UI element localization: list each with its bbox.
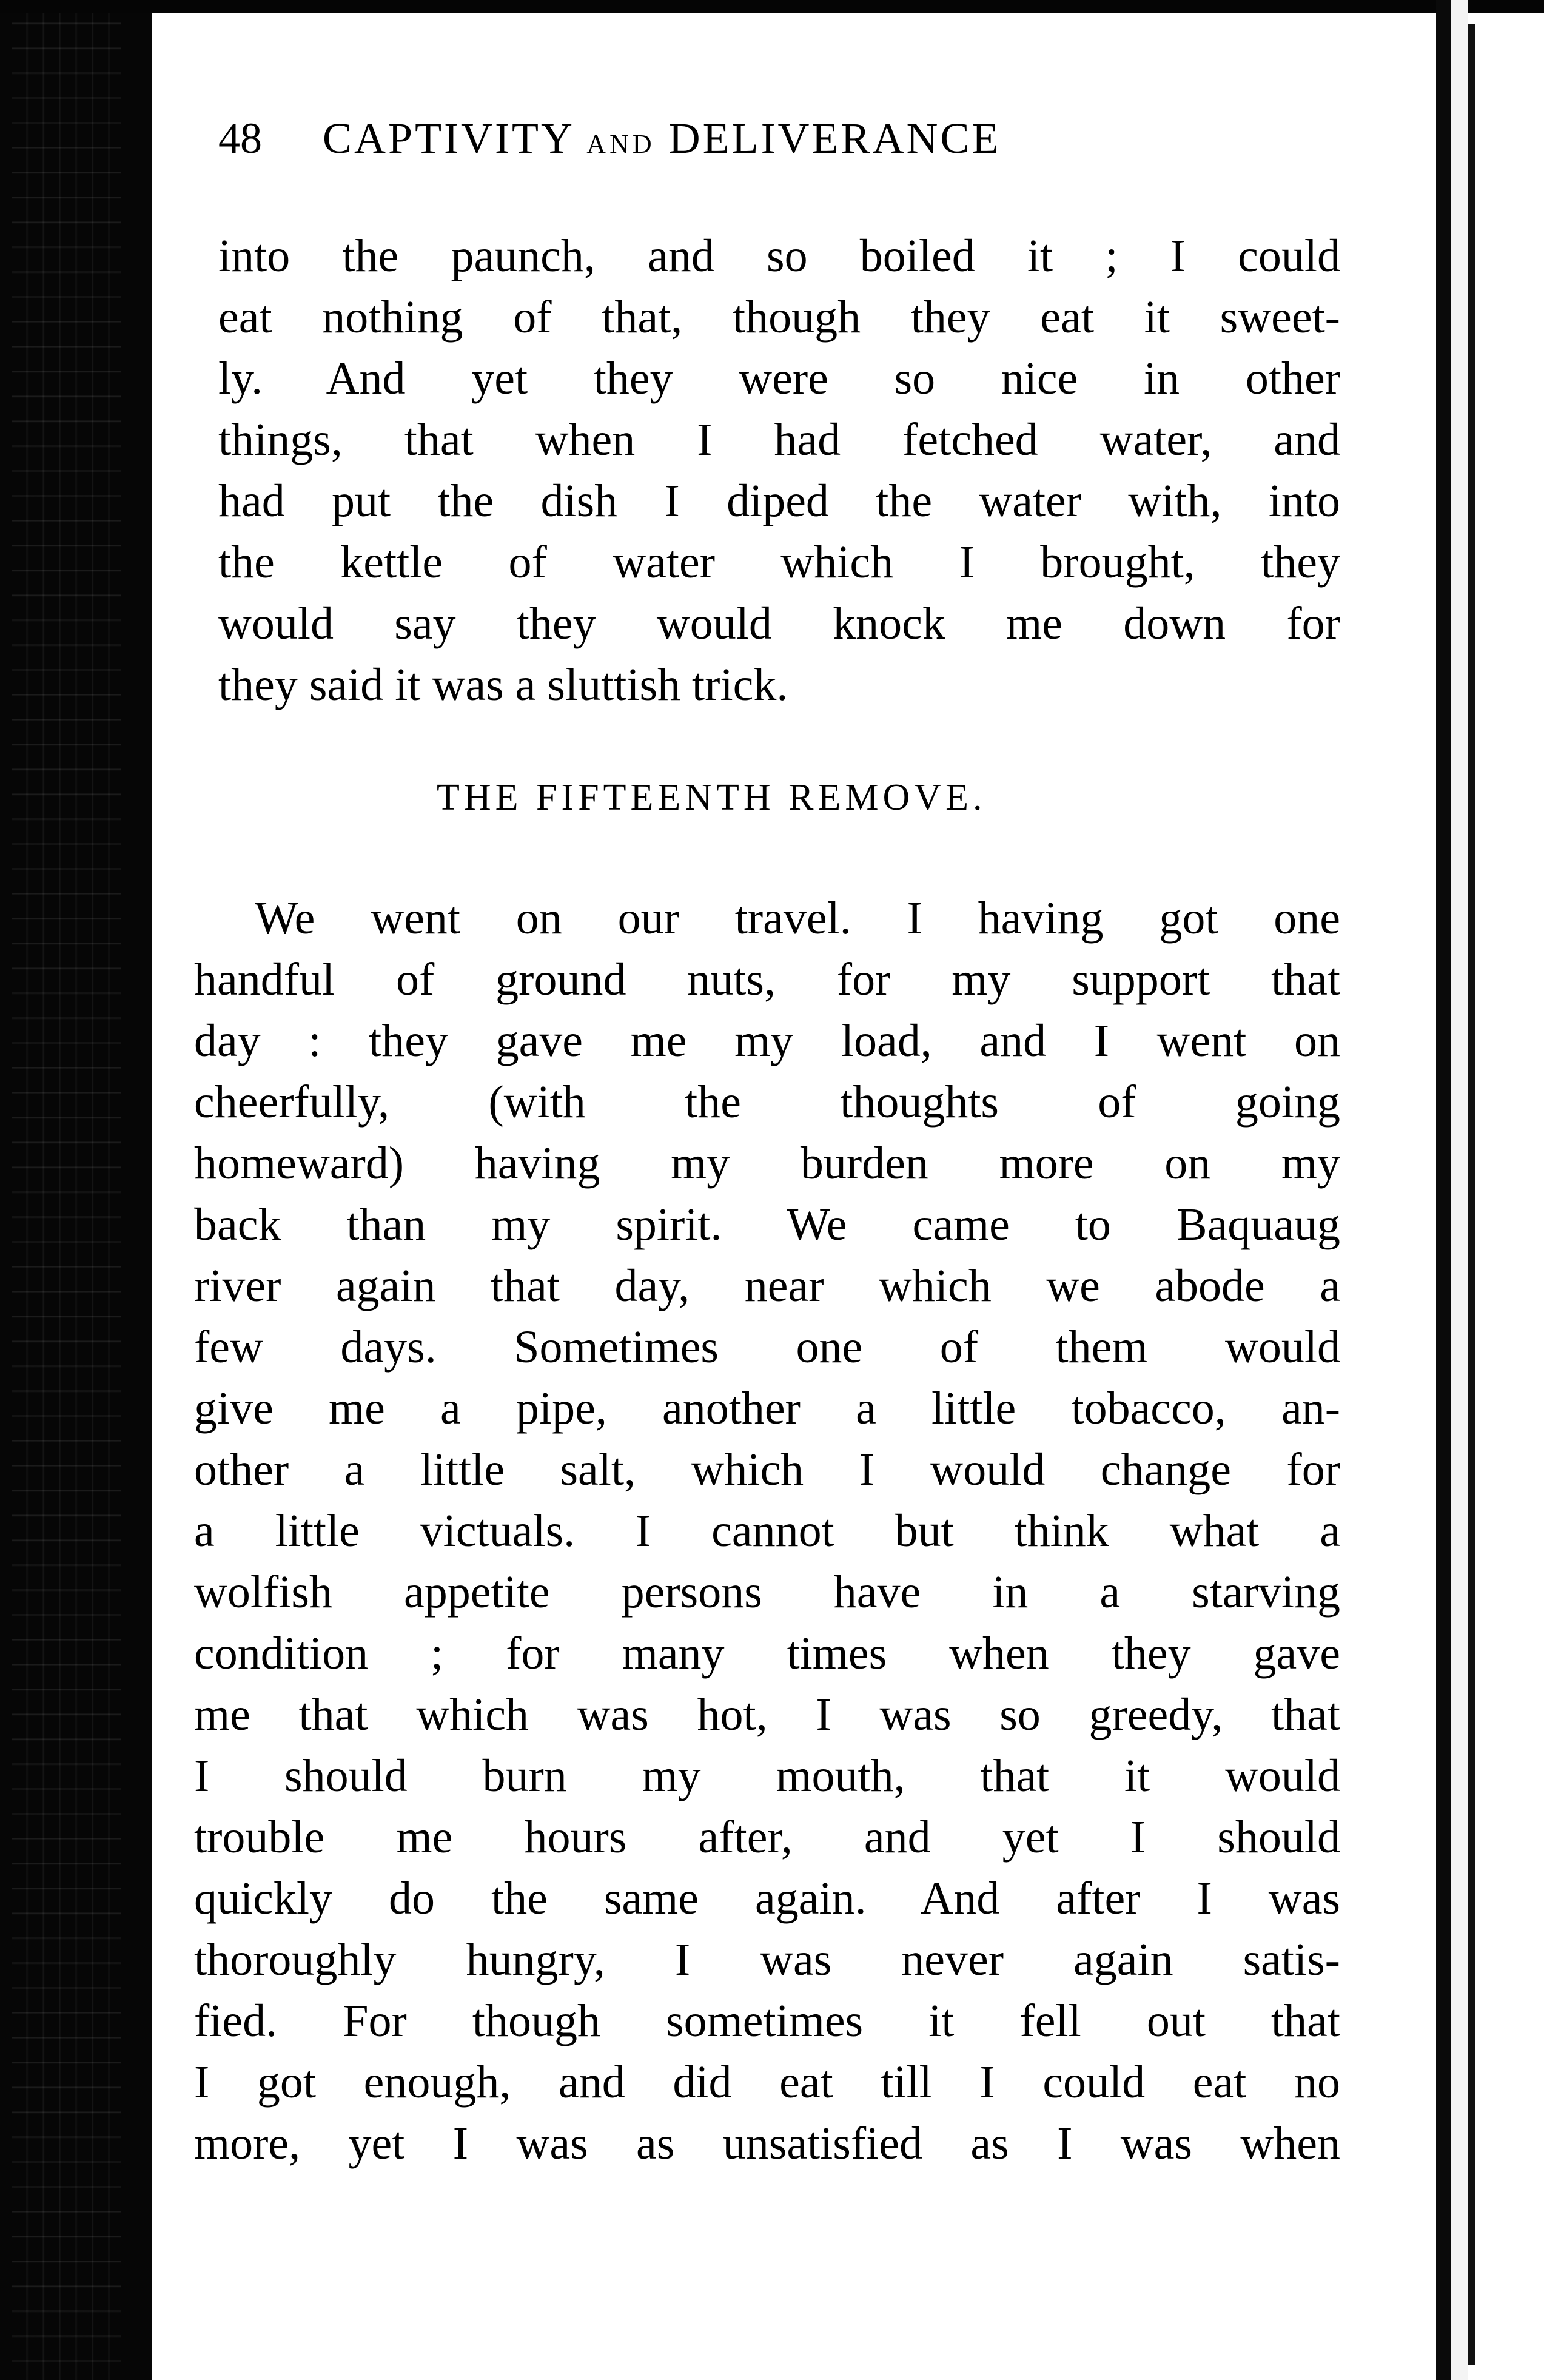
- text-line: trouble me hours after, and yet I should: [194, 1812, 1340, 1863]
- text-line: few days. Sometimes one of them would: [194, 1322, 1340, 1373]
- text-line: wolfish appetite persons have in a starving: [194, 1567, 1340, 1618]
- paragraph-continued: [218, 226, 1340, 716]
- text-line: other a little salt, which I would change for: [194, 1444, 1340, 1495]
- text-line: eat nothing of that, though they eat it sweet-: [218, 292, 1340, 343]
- text-line: me that which was hot, I was so greedy, that: [194, 1689, 1340, 1740]
- top-scan-edge: [0, 0, 1544, 13]
- text-line: condition ; for many times when they gave: [194, 1628, 1340, 1679]
- section-heading: THE FIFTEENTH REMOVE.: [437, 777, 987, 818]
- text-line: cheerfully, (with the thoughts of going: [194, 1077, 1340, 1128]
- page-right-edge: [1436, 0, 1451, 2380]
- text-line: quickly do the same again. And after I was: [194, 1873, 1340, 1924]
- text-line: a little victuals. I cannot but think what a: [194, 1505, 1340, 1556]
- page-paper: [152, 13, 1436, 2380]
- text-line: I got enough, and did eat till I could eat no: [194, 2057, 1340, 2108]
- text-line: would say they would knock me down for: [218, 598, 1340, 649]
- text-line: I should burn my mouth, that it would: [194, 1750, 1340, 1801]
- book-binding-gutter: [0, 0, 152, 2380]
- running-head-title-2: AND: [586, 129, 656, 159]
- text-line: things, that when I had fetched water, and: [218, 414, 1340, 465]
- gutter-texture: [12, 0, 121, 2380]
- text-line: more, yet I was as unsatisfied as I was when: [194, 2118, 1340, 2169]
- running-head: [218, 114, 1237, 163]
- text-line: give me a pipe, another a little tobacco, an-: [194, 1383, 1340, 1434]
- text-line: they said it was a sluttish trick.: [218, 659, 788, 710]
- adjacent-page-edge: [1468, 24, 1475, 2365]
- adjacent-page-strip: [1451, 0, 1468, 2380]
- text-line: ly. And yet they were so nice in other: [218, 353, 1340, 404]
- text-line: river again that day, near which we abode a: [194, 1260, 1340, 1311]
- paragraph-fifteenth-remove: [194, 888, 1340, 2174]
- page-number: 48: [218, 114, 262, 163]
- text-line: had put the dish I diped the water with, into: [218, 476, 1340, 526]
- running-head-title-3: DELIVERANCE: [668, 114, 1001, 163]
- text-line: into the paunch, and so boiled it ; I could: [218, 230, 1340, 281]
- text-line: homeward) having my burden more on my: [194, 1138, 1340, 1189]
- text-line: fied. For though sometimes it fell out that: [194, 1995, 1340, 2046]
- text-line: handful of ground nuts, for my support that: [194, 954, 1340, 1005]
- text-line: the kettle of water which I brought, they: [218, 537, 1340, 588]
- text-line: We went on our travel. I having got one: [255, 893, 1340, 944]
- text-line: back than my spirit. We came to Baquaug: [194, 1199, 1340, 1250]
- text-line: thoroughly hungry, I was never again satis-: [194, 1934, 1340, 1985]
- running-head-title-1: CAPTIVITY: [323, 114, 574, 163]
- text-line: day : they gave me my load, and I went on: [194, 1015, 1340, 1066]
